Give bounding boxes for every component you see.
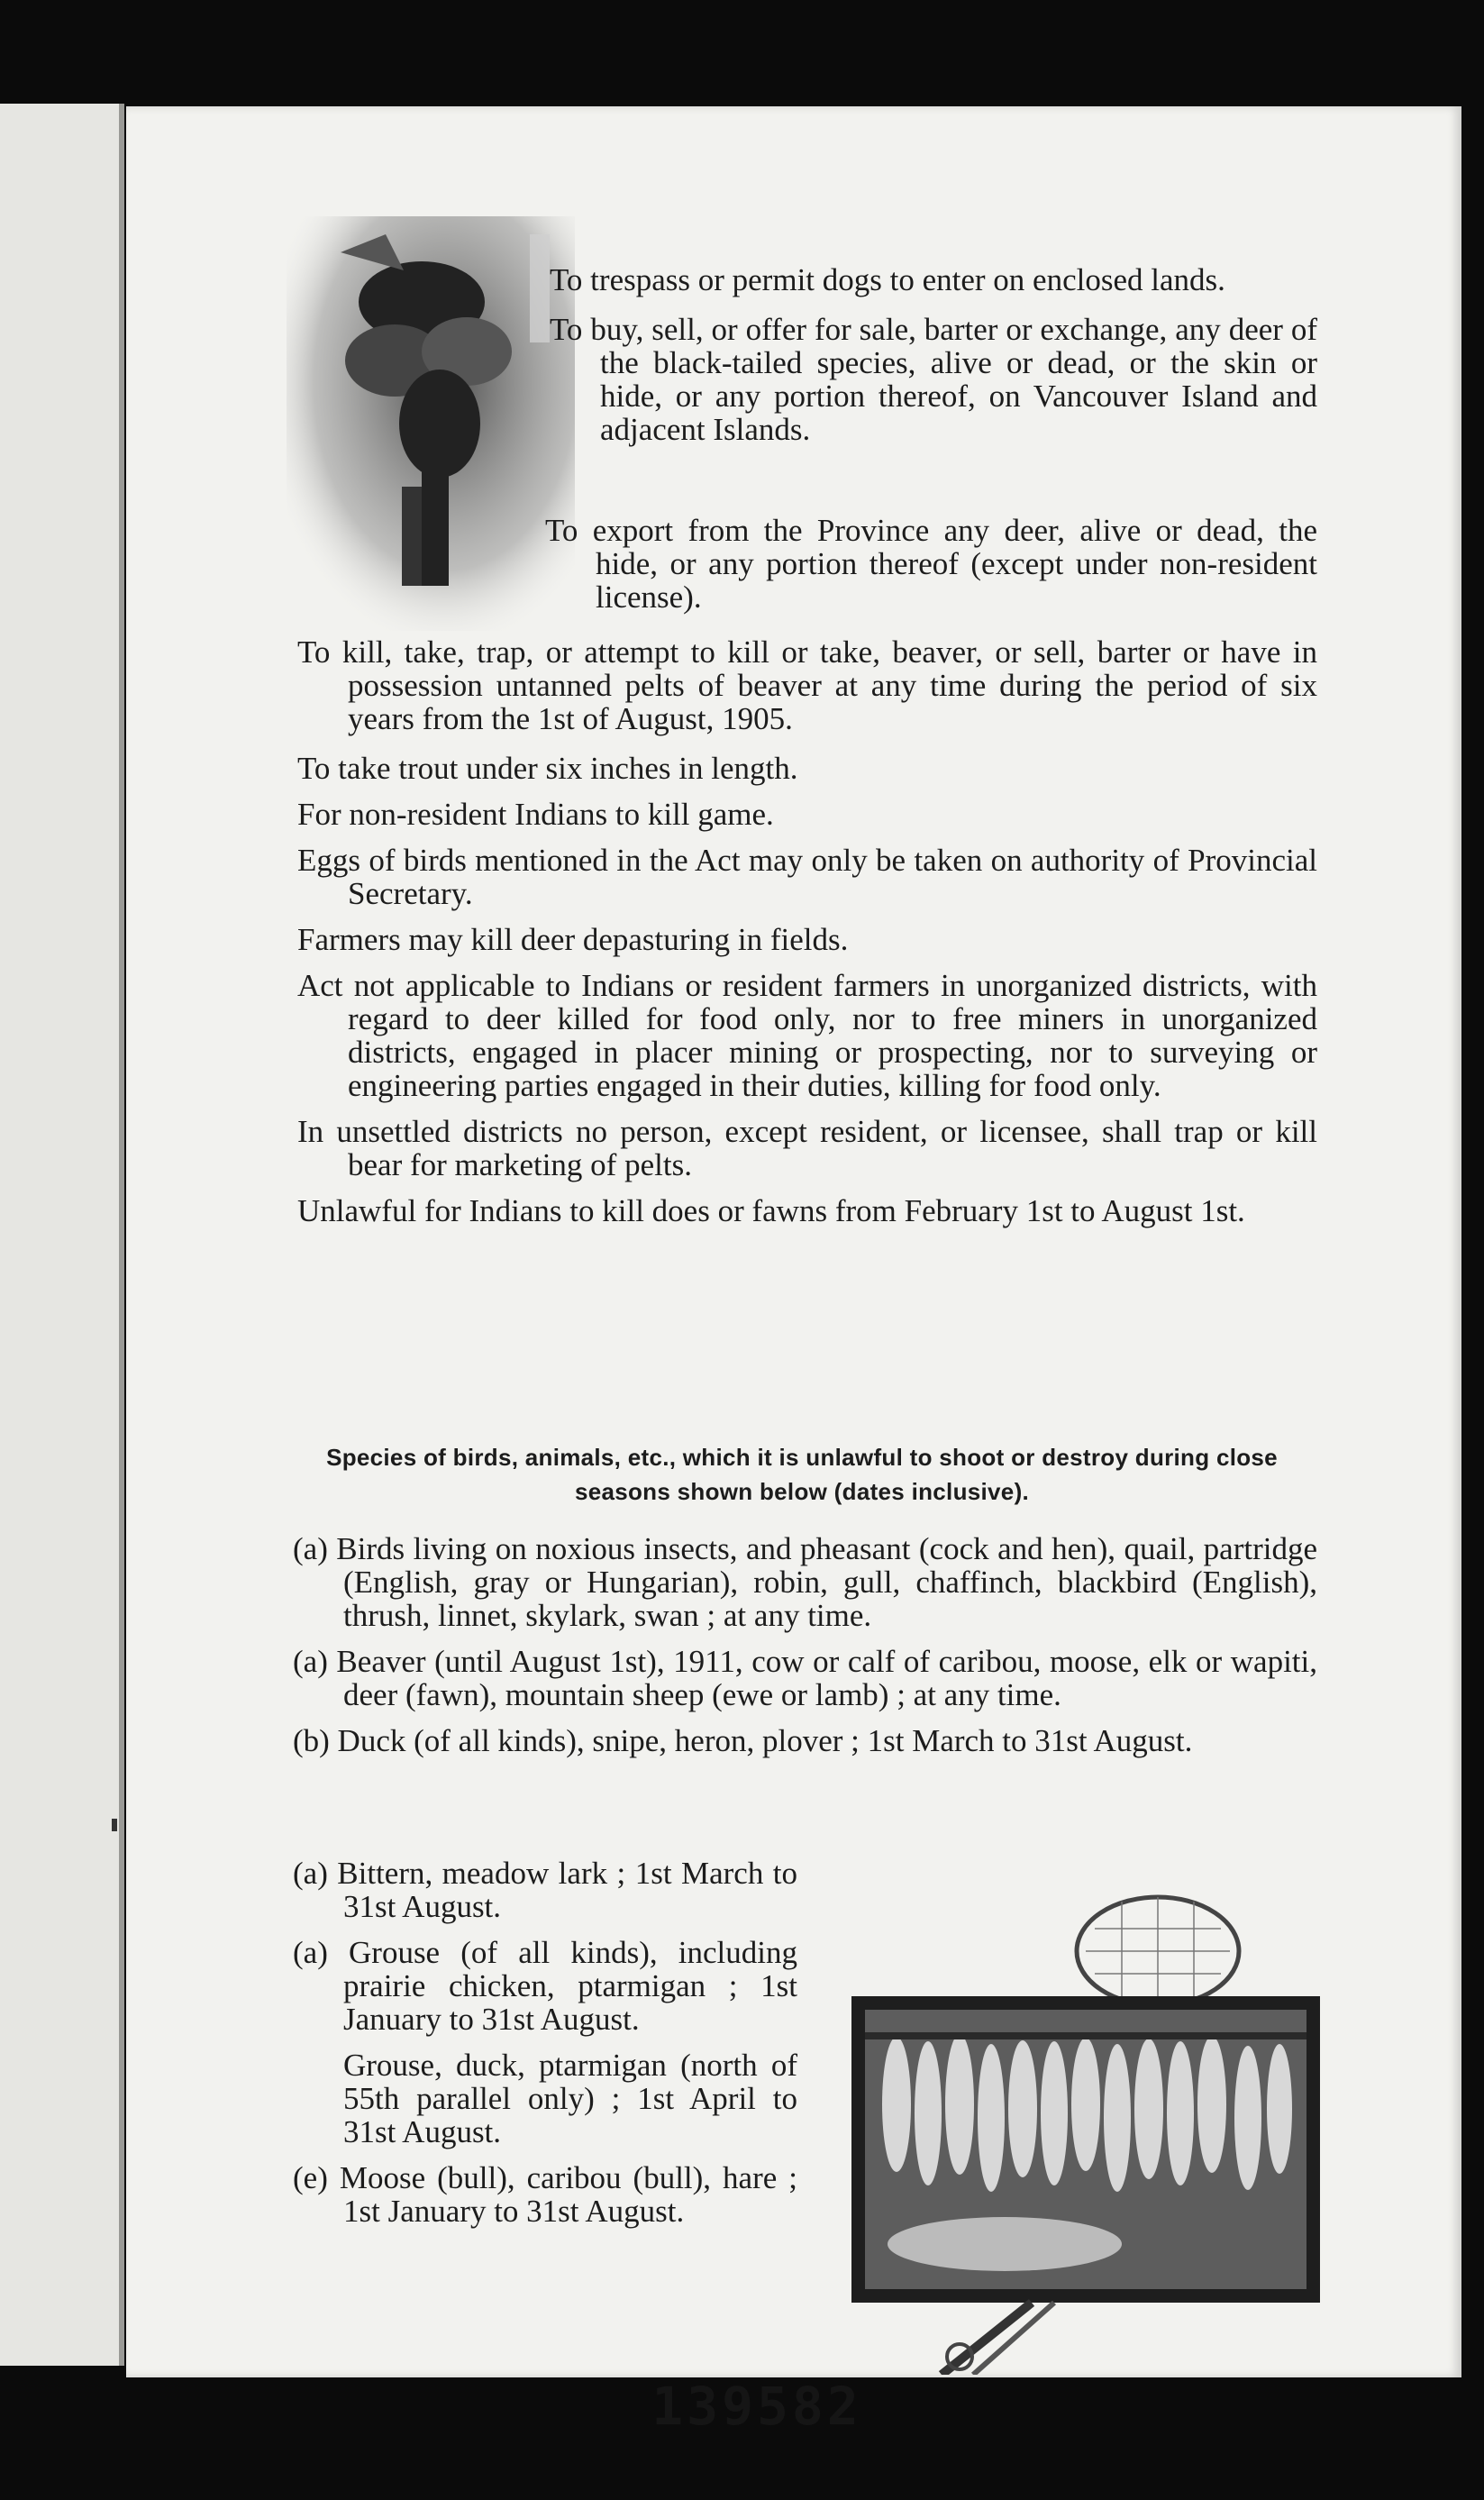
- species-entry-moose: (e) Moose (bull), caribou (bull), hare ; 1st January to 31st August.: [293, 2160, 797, 2229]
- margin-mark: [112, 1819, 117, 1831]
- species-entry-grouse: (a) Grouse (of all kinds), including prairie chicken, ptarmigan ; 1st January to 31st August.: [293, 1935, 797, 2037]
- fish-photo: [824, 1888, 1329, 2375]
- paragraph-export: To export from the Province any deer, alive or dead, the hide, or any portion thereof (except under non-resident license).: [545, 513, 1317, 615]
- paragraph-farmers: Farmers may kill deer depasturing in fields.: [297, 922, 849, 957]
- book-gutter: [119, 104, 124, 2366]
- export-paragraph-block: [545, 514, 1317, 630]
- paragraph-beaver: To kill, take, trap, or attempt to kill or take, beaver, or sell, barter or have in possession untanned pelts of beaver at any time during the period of six years from the 1st of August, 1905.: [297, 634, 1317, 736]
- middle-paragraphs: [297, 635, 1317, 1240]
- species-entry-beaver: (a) Beaver (until August 1st), 1911, cow or calf of caribou, moose, elk or wapiti, deer (fawn), mountain sheep (ewe or lamb) ; at any time.: [293, 1644, 1317, 1712]
- species-list-full: [293, 1532, 1317, 1770]
- facing-page-edge: [0, 104, 124, 2366]
- species-entry-bittern: (a) Bittern, meadow lark ; 1st March to 31st August.: [293, 1856, 797, 1924]
- species-list-narrow: [293, 1857, 797, 2240]
- species-entry-north-grouse: Grouse, duck, ptarmigan (north of 55th parallel only) ; 1st April to 31st August.: [343, 2048, 797, 2149]
- hunter-photo: [287, 216, 575, 631]
- top-paragraphs: [550, 263, 1317, 462]
- species-entry-birds: (a) Birds living on noxious insects, and pheasant (cock and hen), quail, partridge (English, gray or Hungarian), robin, gull, chaffinch, blackbird (English), thrush, linnet, skylark, swan ; at any time.: [293, 1531, 1317, 1633]
- paragraph-trout: To take trout under six inches in length.: [297, 751, 798, 786]
- page-number: 139582: [651, 2376, 862, 2437]
- paragraph-trespass: To trespass or permit dogs to enter on enclosed lands.: [550, 262, 1225, 297]
- species-entry-duck: (b) Duck (of all kinds), snipe, heron, plover ; 1st March to 31st August.: [293, 1723, 1193, 1758]
- paragraph-non-resident: For non-resident Indians to kill game.: [297, 797, 774, 832]
- paragraph-deer-sale: To buy, sell, or offer for sale, barter or exchange, any deer of the black-tailed species, alive or dead, or the skin or hide, or any portion thereof, on Vancouver Island and adjacent Islands.: [550, 312, 1317, 447]
- species-heading: Species of birds, animals, etc., which it is unlawful to shoot or destroy during close seasons shown below (dates inclusive).: [326, 1444, 1278, 1505]
- paragraph-eggs: Eggs of birds mentioned in the Act may only be taken on authority of Provincial Secretary.: [297, 843, 1317, 911]
- paragraph-does-fawns: Unlawful for Indians to kill does or fawns from February 1st to August 1st.: [297, 1193, 1245, 1228]
- paragraph-act-not-applicable: Act not applicable to Indians or resident farmers in unorganized districts, with regard to deer killed for food only, nor to free miners in unorganized districts, engaged in placer mining or prospecting, nor to surveying or engineering parties engaged in their duties, killing for food only.: [297, 968, 1317, 1103]
- paragraph-unsettled: In unsettled districts no person, except resident, or licensee, shall trap or kill bear for marketing of pelts.: [297, 1114, 1317, 1182]
